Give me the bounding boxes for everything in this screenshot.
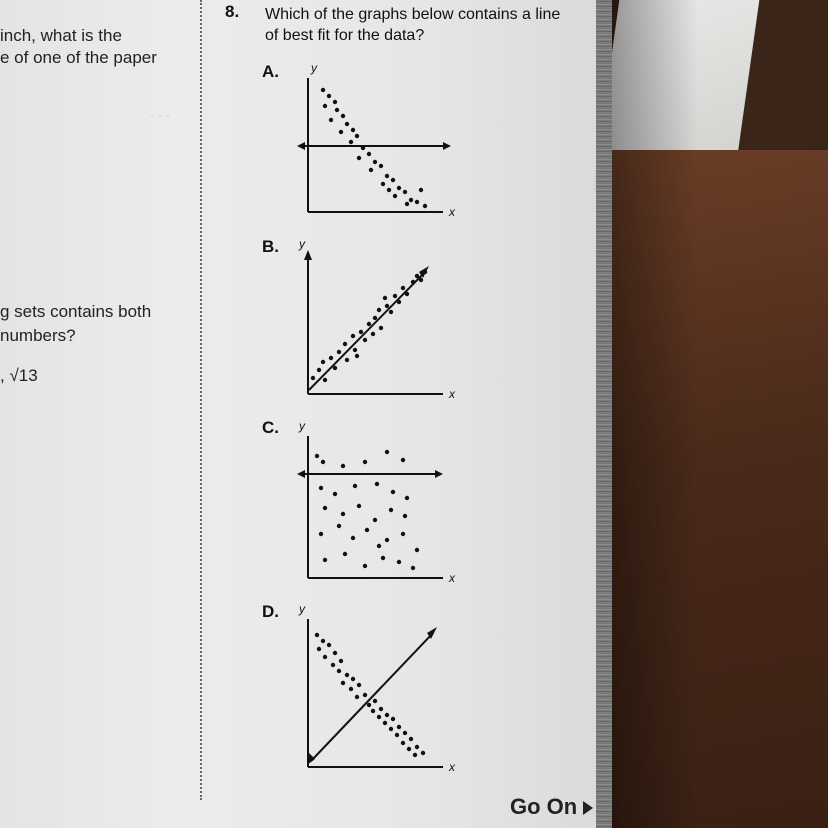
scatter-point xyxy=(415,200,419,204)
scatter-point xyxy=(371,709,375,713)
scatter-point xyxy=(389,508,393,512)
scatter-point xyxy=(311,376,315,380)
scatter-point xyxy=(413,753,417,757)
graph-c-fit-arrow xyxy=(435,470,443,478)
scatter-point xyxy=(395,733,399,737)
scatter-point xyxy=(423,270,427,274)
scatter-point xyxy=(363,338,367,342)
scatter-point xyxy=(409,198,413,202)
scatter-point xyxy=(355,134,359,138)
scatter-point xyxy=(327,94,331,98)
go-on-arrow-icon xyxy=(583,801,593,815)
scatter-point xyxy=(343,342,347,346)
scatter-point xyxy=(415,548,419,552)
left-question-line-3: g sets contains both xyxy=(0,302,152,321)
scatter-point xyxy=(397,300,401,304)
option-a-label: A. xyxy=(262,62,279,81)
scatter-point xyxy=(367,322,371,326)
scatter-point xyxy=(317,368,321,372)
scatter-point xyxy=(415,745,419,749)
scatter-point xyxy=(323,558,327,562)
scatter-point xyxy=(397,186,401,190)
scatter-point xyxy=(337,669,341,673)
question-number: 8. xyxy=(225,2,240,21)
scatter-point xyxy=(317,647,321,651)
scatter-point xyxy=(391,717,395,721)
graph-b-y-arrow xyxy=(304,250,312,260)
graph-a-points xyxy=(321,88,427,208)
paper-stack-edge xyxy=(596,0,612,828)
graph-b-fit-line xyxy=(309,272,425,390)
scatter-point xyxy=(419,188,423,192)
scatter-point xyxy=(363,693,367,697)
scatter-point xyxy=(315,454,319,458)
scatter-point xyxy=(333,651,337,655)
scatter-point xyxy=(367,703,371,707)
scatter-point xyxy=(401,286,405,290)
left-question-line-1: inch, what is the xyxy=(0,26,122,45)
scatter-point xyxy=(329,356,333,360)
scatter-point xyxy=(327,643,331,647)
graph-a-fit-arrow xyxy=(443,142,451,150)
scatter-point xyxy=(381,182,385,186)
scatter-point xyxy=(377,544,381,548)
graph-c xyxy=(295,419,465,585)
scatter-point xyxy=(345,122,349,126)
scatter-point xyxy=(351,536,355,540)
scatter-point xyxy=(379,326,383,330)
scatter-point xyxy=(373,699,377,703)
scatter-point xyxy=(355,695,359,699)
scatter-point xyxy=(337,524,341,528)
scatter-point xyxy=(411,280,415,284)
scatter-point xyxy=(383,721,387,725)
scatter-point xyxy=(341,512,345,516)
scatter-point xyxy=(393,294,397,298)
scatter-point xyxy=(397,560,401,564)
scatter-point xyxy=(349,140,353,144)
scatter-point xyxy=(343,552,347,556)
scatter-point xyxy=(323,104,327,108)
go-on-indicator xyxy=(510,794,593,820)
question-text-line-1: Which of the graphs below contains a line xyxy=(265,6,561,23)
scatter-point xyxy=(323,655,327,659)
scatter-point xyxy=(323,378,327,382)
graph-b-y-label: y xyxy=(299,237,305,251)
scatter-point xyxy=(345,358,349,362)
scatter-point xyxy=(329,118,333,122)
scatter-point xyxy=(335,108,339,112)
graph-d-fit-line xyxy=(311,633,433,761)
scatter-point xyxy=(385,538,389,542)
scatter-point xyxy=(341,681,345,685)
question-text-line-2: of best fit for the data? xyxy=(265,27,425,44)
graph-a-y-label: y xyxy=(311,61,317,75)
scatter-point xyxy=(397,725,401,729)
scatter-point xyxy=(389,727,393,731)
scatter-point xyxy=(393,194,397,198)
scatter-point xyxy=(403,731,407,735)
graph-a xyxy=(295,58,465,218)
scatter-point xyxy=(407,747,411,751)
scatter-point xyxy=(419,278,423,282)
scatter-point xyxy=(357,504,361,508)
graph-b-x-label: x xyxy=(449,387,455,401)
scatter-point xyxy=(337,350,341,354)
graph-c-y-label: y xyxy=(299,419,305,433)
left-answer-fragment: , √13 xyxy=(0,366,38,385)
scatter-point xyxy=(401,458,405,462)
bleed-through-text: · · · xyxy=(150,108,171,123)
left-question-line-4: numbers? xyxy=(0,326,76,345)
scatter-point xyxy=(389,310,393,314)
scatter-point xyxy=(321,460,325,464)
scatter-point xyxy=(341,114,345,118)
graph-c-x-label: x xyxy=(449,571,455,585)
scatter-point xyxy=(345,673,349,677)
scatter-point xyxy=(411,566,415,570)
scatter-point xyxy=(385,174,389,178)
scatter-point xyxy=(321,360,325,364)
scatter-point xyxy=(415,274,419,278)
left-question-line-2: e of one of the paper xyxy=(0,48,157,67)
scatter-point xyxy=(421,751,425,755)
scatter-point xyxy=(387,188,391,192)
graph-a-x-label: x xyxy=(449,205,455,219)
scatter-point xyxy=(321,88,325,92)
graph-b xyxy=(295,237,465,401)
scatter-point xyxy=(319,486,323,490)
scatter-point xyxy=(383,296,387,300)
scatter-point xyxy=(349,687,353,691)
scatter-point xyxy=(381,556,385,560)
scatter-point xyxy=(401,532,405,536)
scatter-point xyxy=(361,146,365,150)
scatter-point xyxy=(315,633,319,637)
scatter-point xyxy=(405,292,409,296)
scatter-point xyxy=(339,659,343,663)
scatter-point xyxy=(405,202,409,206)
scatter-point xyxy=(363,460,367,464)
scatter-point xyxy=(319,532,323,536)
scatter-point xyxy=(373,160,377,164)
scatter-point xyxy=(359,330,363,334)
scatter-point xyxy=(321,639,325,643)
scatter-point xyxy=(401,741,405,745)
scatter-point xyxy=(357,683,361,687)
graph-a-fit-arrow-left xyxy=(297,142,305,150)
scatter-point xyxy=(369,168,373,172)
scatter-point xyxy=(365,528,369,532)
scatter-point xyxy=(339,130,343,134)
scatter-point xyxy=(353,484,357,488)
scatter-point xyxy=(333,492,337,496)
desk-shadow xyxy=(612,0,828,828)
scatter-point xyxy=(403,190,407,194)
scatter-point xyxy=(373,316,377,320)
scatter-point xyxy=(333,100,337,104)
scatter-point xyxy=(403,514,407,518)
scatter-point xyxy=(405,496,409,500)
scatter-point xyxy=(379,707,383,711)
scatter-point xyxy=(423,204,427,208)
scatter-point xyxy=(375,482,379,486)
scatter-point xyxy=(341,464,345,468)
graph-d-y-label: y xyxy=(299,602,305,616)
scatter-point xyxy=(367,152,371,156)
scatter-point xyxy=(385,450,389,454)
scatter-point xyxy=(351,677,355,681)
scatter-point xyxy=(373,518,377,522)
scatter-point xyxy=(391,178,395,182)
scatter-point xyxy=(357,156,361,160)
scatter-point xyxy=(379,164,383,168)
scatter-point xyxy=(377,308,381,312)
scatter-point xyxy=(391,490,395,494)
scatter-point xyxy=(333,366,337,370)
column-divider xyxy=(200,0,202,800)
scatter-point xyxy=(363,564,367,568)
scatter-point xyxy=(371,332,375,336)
scatter-point xyxy=(385,304,389,308)
question-text xyxy=(265,4,560,46)
scatter-point xyxy=(355,354,359,358)
option-c-label: C. xyxy=(262,418,279,437)
option-d-label: D. xyxy=(262,602,279,621)
graph-c-points xyxy=(315,450,419,570)
graph-d xyxy=(295,602,465,774)
option-b-label: B. xyxy=(262,237,279,256)
scatter-point xyxy=(385,713,389,717)
scatter-point xyxy=(353,348,357,352)
graph-d-x-label: x xyxy=(449,760,455,774)
scatter-point xyxy=(377,715,381,719)
graph-c-fit-arrow-left xyxy=(297,470,305,478)
scatter-point xyxy=(351,334,355,338)
go-on-text: Go On xyxy=(510,794,578,819)
scatter-point xyxy=(323,506,327,510)
scatter-point xyxy=(331,663,335,667)
scatter-point xyxy=(351,128,355,132)
scatter-point xyxy=(409,737,413,741)
